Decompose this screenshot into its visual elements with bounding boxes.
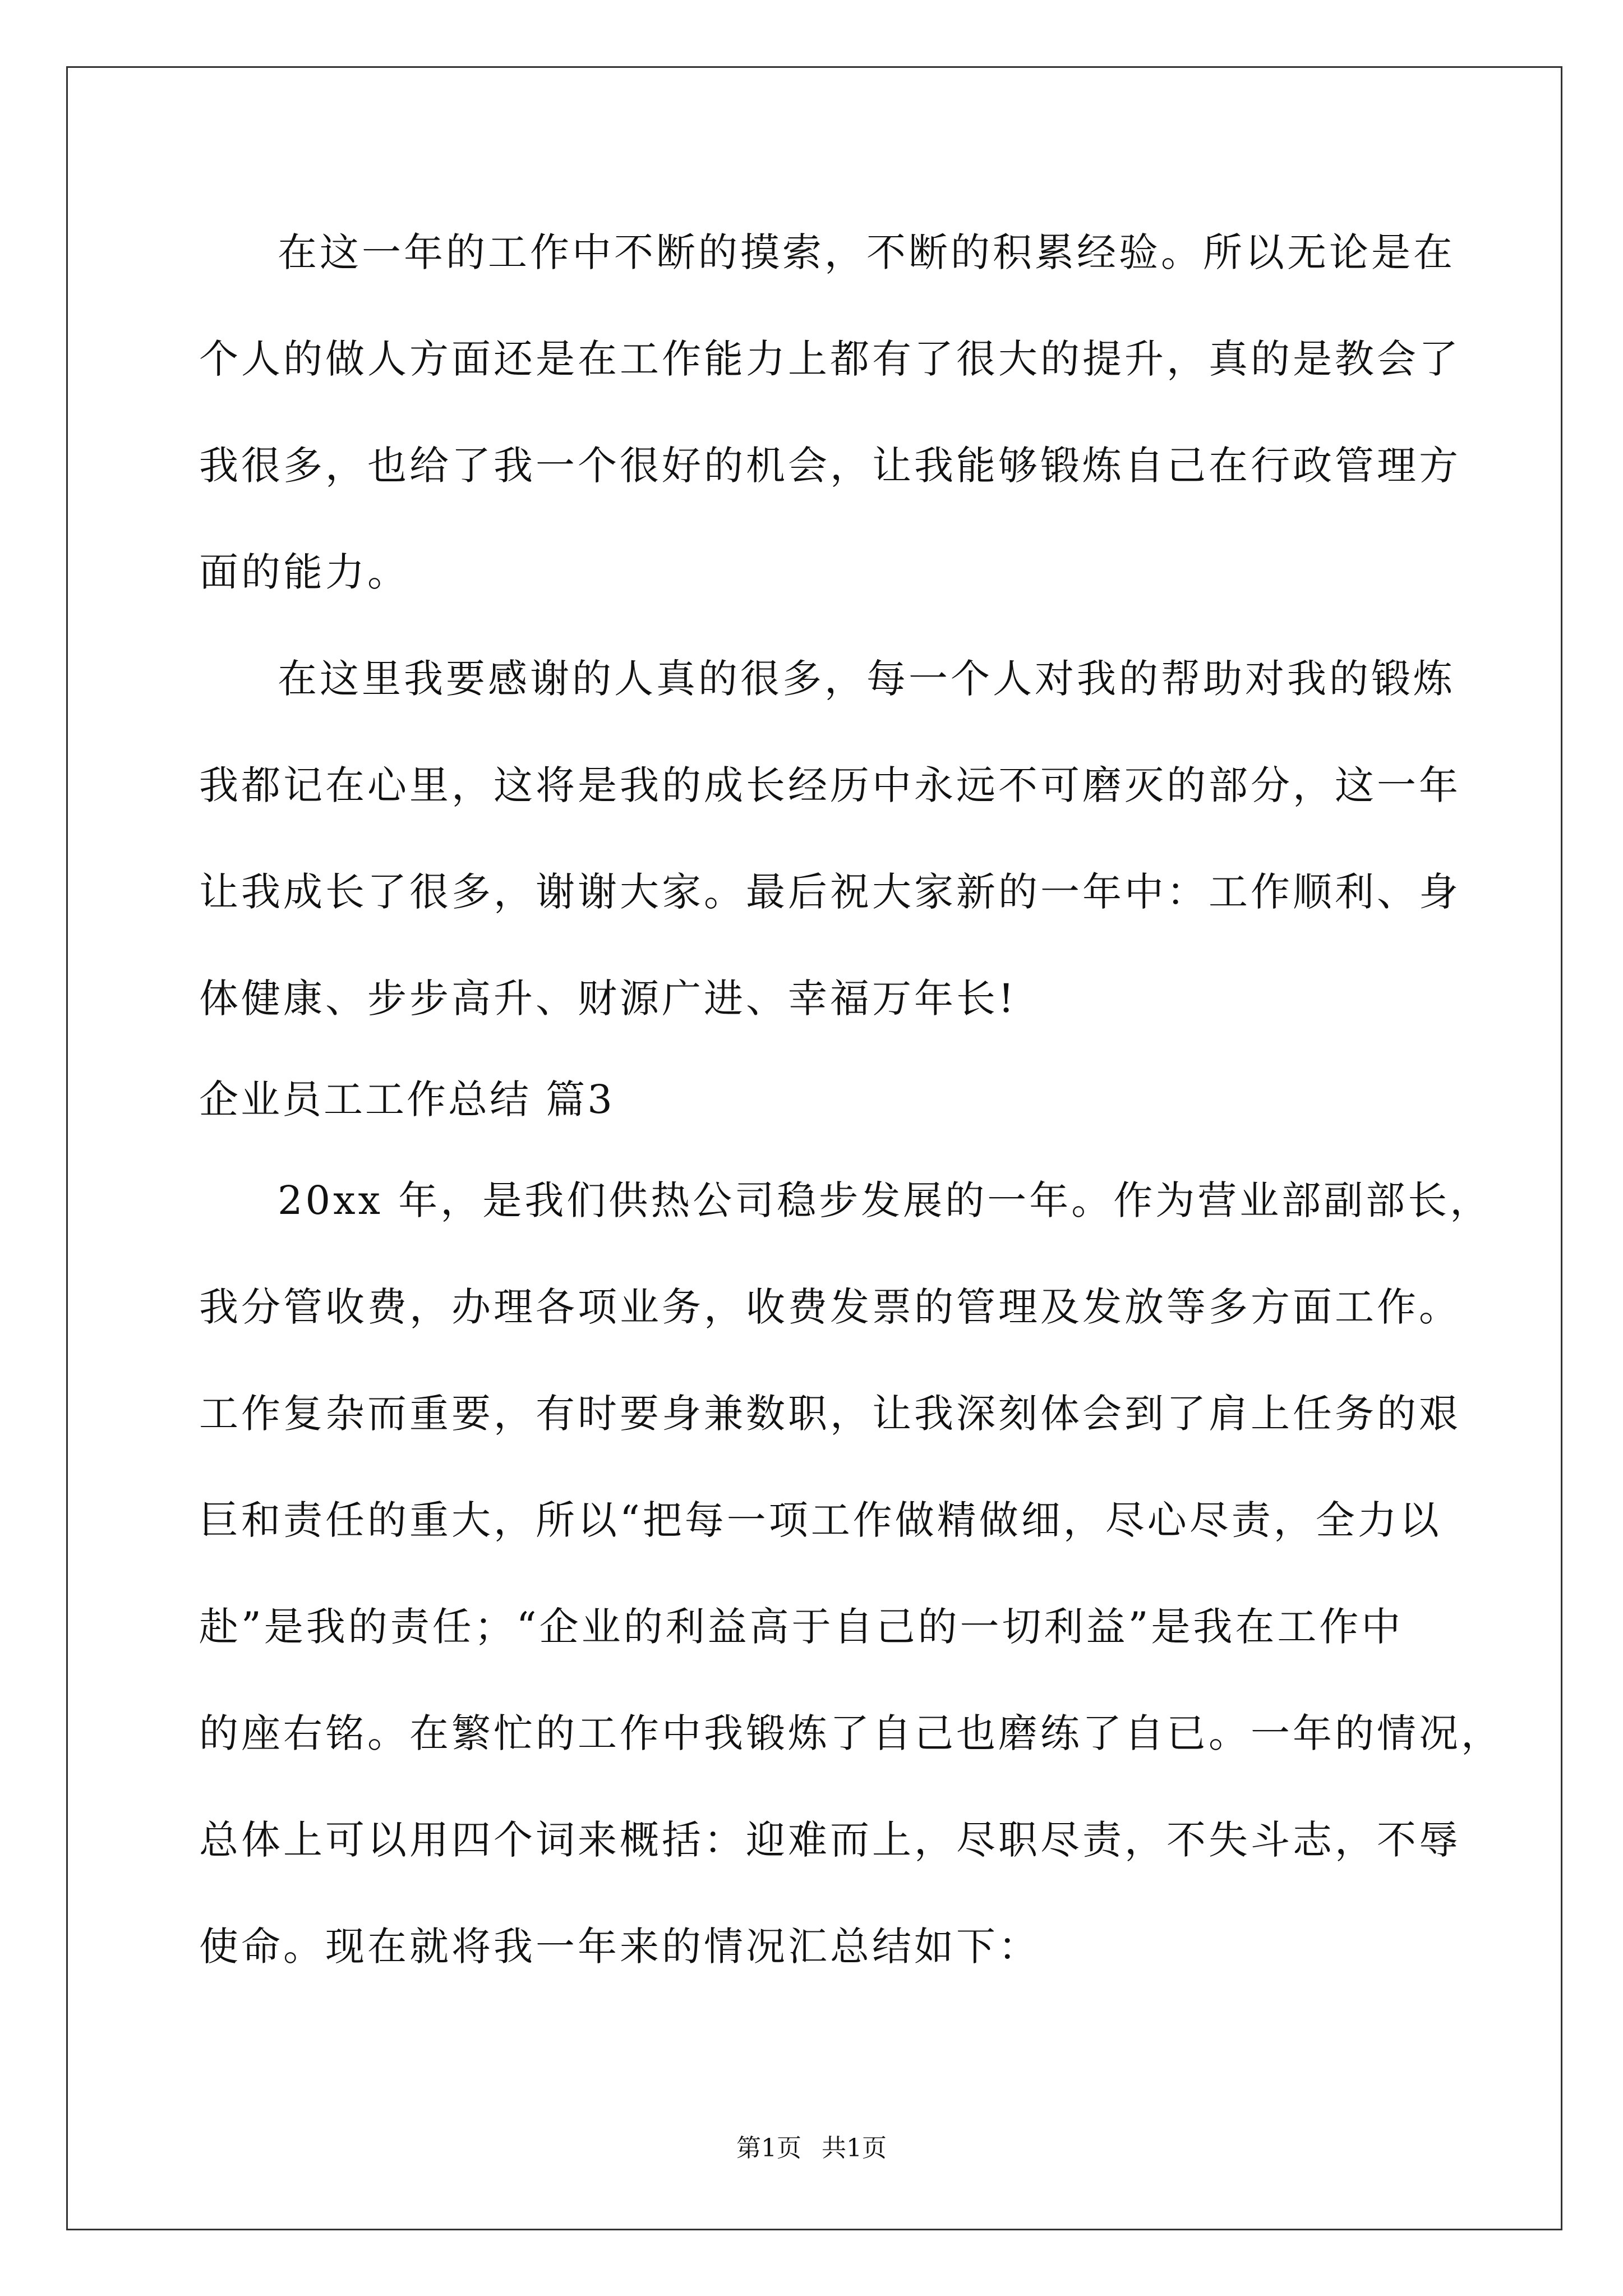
- paragraph-2-line-3: 让我成长了很多，谢谢大家。最后祝大家新的一年中：工作顺利、身: [199, 869, 1461, 915]
- page-number-current: 第1页: [736, 2134, 801, 2162]
- paragraph-3-line-6: 的座右铭。在繁忙的工作中我锻炼了自己也磨练了自已。一年的情况，: [199, 1710, 1503, 1756]
- page-border: [66, 66, 1562, 2230]
- paragraph-1-line-1: 在这一年的工作中不断的摸索，不断的积累经验。所以无论是在: [278, 229, 1455, 275]
- paragraph-3-line-4: 巨和责任的重大，所以“把每一项工作做精做细，尽心尽责，全力以: [199, 1497, 1442, 1543]
- paragraph-1-line-4: 面的能力。: [199, 549, 409, 595]
- paragraph-2-line-2: 我都记在心里，这将是我的成长经历中永远不可磨灭的部分，这一年: [199, 762, 1461, 808]
- paragraph-1-line-3: 我很多，也给了我一个很好的机会，让我能够锻炼自己在行政管理方: [199, 443, 1461, 489]
- paragraph-3-line-8: 使命。现在就将我一年来的情况汇总结如下：: [199, 1924, 1040, 1970]
- paragraph-3-line-2: 我分管收费，办理各项业务，收费发票的管理及发放等多方面工作。: [199, 1284, 1461, 1330]
- paragraph-3-line-1: 20xx 年，是我们供热公司稳步发展的一年。作为营业部副部长，: [278, 1177, 1492, 1223]
- paragraph-3-line-3: 工作复杂而重要，有时要身兼数职，让我深刻体会到了肩上任务的艰: [199, 1391, 1461, 1437]
- paragraph-1-line-2: 个人的做人方面还是在工作能力上都有了很大的提升，真的是教会了: [199, 336, 1461, 382]
- paragraph-3-line-5: 赴”是我的责任；“企业的利益高于自己的一切利益”是我在工作中: [199, 1604, 1404, 1650]
- paragraph-3-line-7: 总体上可以用四个词来概括：迎难而上，尽职尽责，不失斗志，不辱: [199, 1817, 1461, 1863]
- paragraph-2-line-1: 在这里我要感谢的人真的很多，每一个人对我的帮助对我的锻炼: [278, 656, 1455, 702]
- section-heading: 企业员工工作总结 篇3: [199, 1076, 615, 1122]
- paragraph-2-line-4: 体健康、步步高升、财源广进、幸福万年长!: [199, 976, 1017, 1022]
- page-number-total: 共1页: [822, 2134, 887, 2162]
- page-footer: [0, 2132, 1623, 2165]
